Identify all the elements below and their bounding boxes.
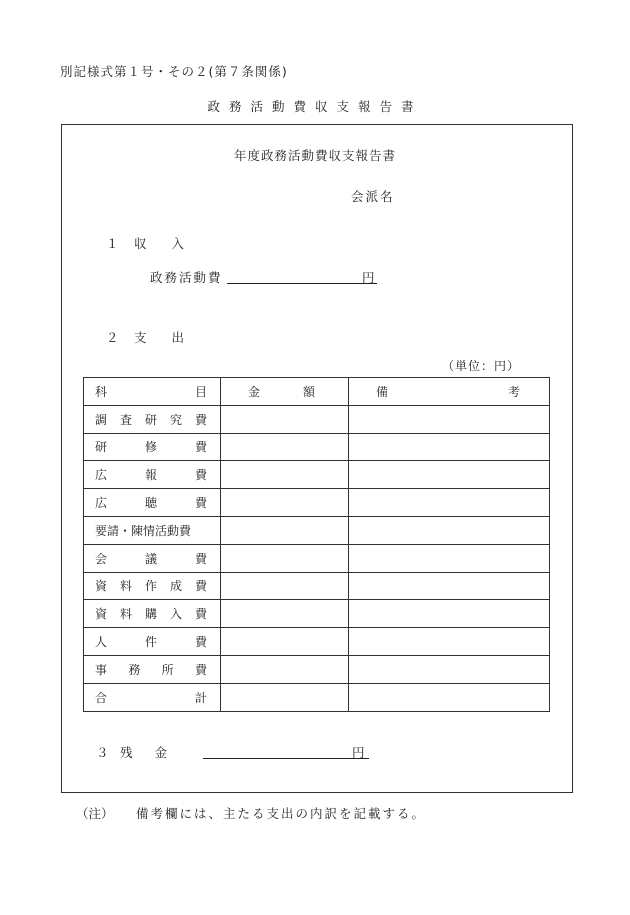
expense-category-char: 費: [194, 607, 207, 622]
table-row: [84, 405, 550, 433]
expenditure-section-heading: [106, 328, 209, 346]
expense-amount-cell[interactable]: [221, 461, 349, 489]
expense-remarks-cell[interactable]: [349, 655, 550, 683]
expense-category-char: 報: [144, 468, 157, 483]
balance-section-heading: [96, 743, 189, 761]
table-row: [84, 683, 550, 711]
expense-remarks-cell[interactable]: [349, 628, 550, 656]
expense-category-char: 計: [194, 690, 207, 705]
table-row: [84, 516, 550, 544]
expense-category-char: 資: [95, 607, 108, 622]
expense-category-char: 研: [95, 440, 108, 455]
income-section-number: １: [106, 236, 119, 251]
expense-amount-cell[interactable]: [221, 516, 349, 544]
balance-unit: 円: [352, 745, 365, 760]
expense-amount-cell[interactable]: [221, 405, 349, 433]
expense-remarks-cell[interactable]: [349, 405, 550, 433]
expense-remarks-cell[interactable]: [349, 516, 550, 544]
form-reference: 別記様式第１号・その２(第７条関係): [60, 64, 288, 79]
expense-category-char: 事: [95, 662, 108, 677]
expense-category-char: 購: [144, 607, 157, 622]
expense-category-char: 務: [128, 662, 141, 677]
table-row: [84, 628, 550, 656]
income-item-label: 政務活動費: [150, 270, 223, 285]
expense-category-char: 議: [144, 551, 157, 566]
expense-remarks-cell[interactable]: [349, 461, 550, 489]
header-category-part: 目: [194, 384, 207, 399]
faction-name-label: 会派名: [351, 189, 395, 204]
expense-category-char: 所: [161, 662, 174, 677]
expenditure-table: [83, 377, 550, 712]
table-row: [84, 461, 550, 489]
expense-amount-cell[interactable]: [221, 489, 349, 517]
table-row: [84, 655, 550, 683]
expense-category-char: 費: [194, 635, 207, 650]
table-row: [84, 600, 550, 628]
expense-category-char: 究: [169, 412, 182, 427]
expense-category-cell: [84, 544, 221, 572]
expense-category-char: 費: [194, 412, 207, 427]
header-category-part: 科: [95, 384, 108, 399]
expense-remarks-cell[interactable]: [349, 544, 550, 572]
table-row: [84, 489, 550, 517]
table-row: [84, 433, 550, 461]
expenditure-section-number: ２: [106, 330, 119, 345]
table-header-row: [84, 378, 550, 406]
document-title: 政務活動費収支報告書: [207, 99, 423, 114]
header-remarks-part: 備: [376, 384, 389, 399]
expense-category-char: 作: [144, 579, 157, 594]
expense-category-char: 研: [144, 412, 157, 427]
expense-category-char: 広: [95, 496, 108, 511]
note-heading: （注）: [76, 806, 114, 821]
income-amount-line: [227, 283, 377, 284]
expense-amount-cell[interactable]: [221, 600, 349, 628]
expense-category-cell: [84, 683, 221, 711]
expense-category-cell: [84, 572, 221, 600]
expense-category-char: 修: [144, 440, 157, 455]
balance-section-label: 残金: [120, 745, 190, 760]
expense-remarks-cell[interactable]: [349, 572, 550, 600]
expense-remarks-cell[interactable]: [349, 489, 550, 517]
header-amount-part: 額: [303, 384, 316, 399]
header-category: [84, 378, 221, 406]
report-title: 年度政務活動費収支報告書: [233, 148, 396, 163]
header-remarks-part: 考: [507, 384, 520, 399]
expense-category-char: 合: [95, 690, 108, 705]
unit-note: （単位：円）: [442, 359, 521, 373]
income-section-heading: [106, 234, 209, 252]
expense-category-char: 費: [194, 468, 207, 483]
header-amount: [221, 378, 349, 406]
expense-category-char: 費: [194, 440, 207, 455]
expense-category-cell: [84, 461, 221, 489]
table-row: [84, 572, 550, 600]
expense-category-char: 料: [119, 579, 132, 594]
expense-category-char: 広: [95, 468, 108, 483]
expense-category-char: 費: [194, 551, 207, 566]
expense-category-char: 費: [194, 579, 207, 594]
balance-amount-line: [203, 758, 369, 759]
expense-category-char: 入: [169, 607, 182, 622]
expense-category-cell: [84, 489, 221, 517]
expense-remarks-cell[interactable]: [349, 683, 550, 711]
expense-remarks-cell[interactable]: [349, 433, 550, 461]
expense-category-char: 人: [95, 635, 108, 650]
expense-category-cell: [84, 655, 221, 683]
note-text: 備考欄には、主たる支出の内訳を記載する。: [136, 806, 427, 821]
expense-amount-cell[interactable]: [221, 433, 349, 461]
expense-category-char: 費: [194, 496, 207, 511]
expense-amount-cell[interactable]: [221, 544, 349, 572]
expenditure-section-label: 支出: [134, 330, 210, 345]
balance-section-number: ３: [96, 745, 109, 760]
expense-category-cell: [84, 433, 221, 461]
header-amount-part: 金: [248, 384, 261, 399]
expense-remarks-cell[interactable]: [349, 600, 550, 628]
expense-category-char: 資: [95, 579, 108, 594]
table-row: [84, 544, 550, 572]
expense-category-char: 件: [144, 635, 157, 650]
expense-category-cell: [84, 405, 221, 433]
expense-category-char: 要請・陳情活動費: [95, 523, 192, 538]
expense-category-cell: [84, 600, 221, 628]
expense-amount-cell[interactable]: [221, 572, 349, 600]
expense-category-char: 成: [169, 579, 182, 594]
expense-amount-cell[interactable]: [221, 628, 349, 656]
expense-category-char: 調: [95, 412, 108, 427]
income-section-label: 収入: [134, 236, 210, 251]
header-remarks: [349, 378, 550, 406]
income-unit: 円: [362, 270, 375, 285]
expense-category-char: 料: [119, 607, 132, 622]
expense-category-cell: [84, 516, 221, 544]
expense-category-char: 聴: [144, 496, 157, 511]
expense-amount-cell[interactable]: [221, 683, 349, 711]
expense-amount-cell[interactable]: [221, 655, 349, 683]
expense-category-cell: [84, 628, 221, 656]
expense-category-char: 費: [194, 662, 207, 677]
expense-category-char: 会: [95, 551, 108, 566]
expense-category-char: 査: [119, 412, 132, 427]
